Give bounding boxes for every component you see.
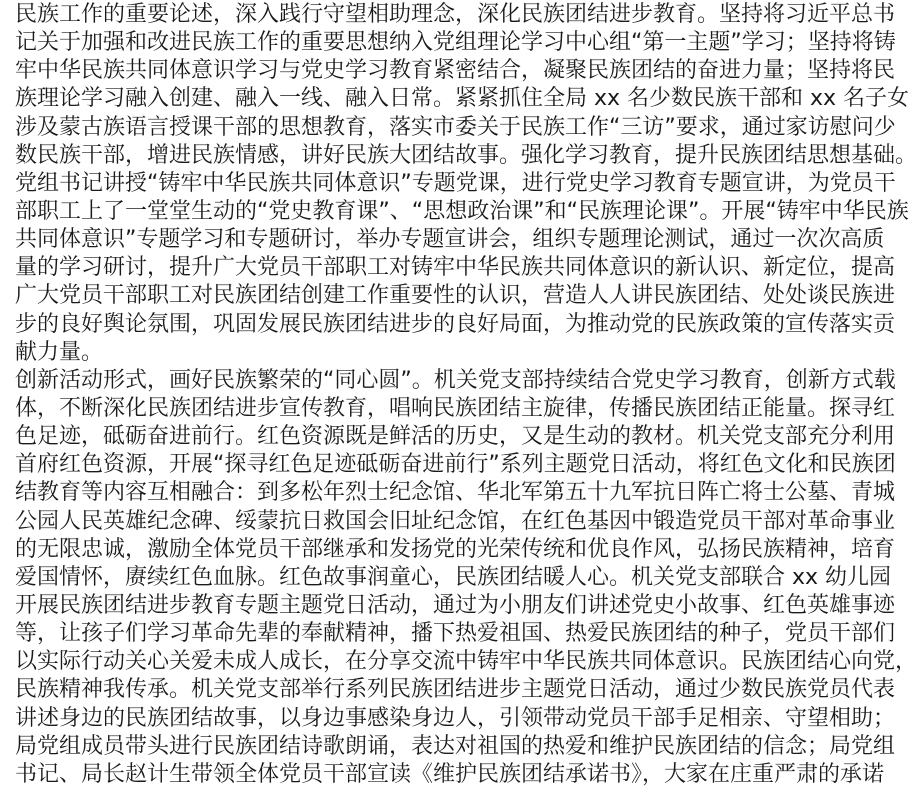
- text-line: 书记、局长赵计生带领全体党员干部宣读《维护民族团结承诺书》，大家在庄重严肃的承诺: [15, 761, 885, 787]
- text-line: 以实际行动关心关爱未成人成长，在分享交流中铸牢中华民族共同体意识。民族团结心向党，: [15, 649, 917, 675]
- text-line: 讲述身边的民族团结故事，以身边事感染身边人，引领带动党员干部手足相亲、守望相助；: [15, 705, 896, 731]
- text-line: 党组书记讲授“铸牢中华民族共同体意识”专题党课，进行党史学习教育专题宣讲，为党员干: [15, 170, 896, 196]
- text-line: 的无限忠诚，激励全体党员干部继承和发扬党的光荣传统和优良作风，弘扬民族精神，培育: [15, 536, 896, 562]
- text-line: 局党组成员带头进行民族团结诗歌朗诵，表达对祖国的热爱和维护民族团结的信念；局党组: [15, 733, 896, 759]
- document-body: [15, 1, 917, 789]
- text-line: 民族工作的重要论述，深入践行守望相助理念，深化民族团结进步教育。坚持将习近平总书: [15, 2, 896, 27]
- text-line: 部职工上了一堂堂生动的“党史教育课”、“思想政治课”和“民族理论课”。开展“铸牢中华民族: [15, 198, 909, 224]
- text-line: 首府红色资源，开展“探寻红色足迹砥砺奋进前行”系列主题党日活动，将红色文化和民族团: [15, 452, 896, 478]
- text-line: 公园人民英雄纪念碑、绥蒙抗日救国会旧址纪念馆，在红色基因中锻造党员干部对革命事业: [15, 508, 896, 534]
- text-line: 献力量。: [15, 339, 104, 365]
- text-line: 广大党员干部职工对民族团结创建工作重要性的认识，营造人人讲民族团结、处处谈民族进: [15, 283, 896, 309]
- text-line: 量的学习研讨，提升广大党员干部职工对铸牢中华民族共同体意识的新认识、新定位，提高: [15, 255, 896, 281]
- text-line: 创新活动形式，画好民族繁荣的“同心圆”。机关党支部持续结合党史学习教育，创新方式载: [15, 367, 896, 393]
- text-line: 结教育等内容互相融合：到多松年烈士纪念馆、华北军第五十九军抗日阵亡将士公墓、青城: [15, 480, 896, 506]
- text-line: 民族精神我传承。机关党支部举行系列民族团结进步主题党日活动，通过少数民族党员代表: [15, 677, 896, 703]
- text-line: 爱国情怀，赓续红色血脉。红色故事润童心，民族团结暖人心。机关党支部联合 xx 幼儿园: [15, 564, 892, 590]
- text-line: 等，让孩子们学习革命先辈的奉献精神，播下热爱祖国、热爱民族团结的种子，党员干部们: [15, 621, 896, 647]
- text-line: 牢中华民族共同体意识学习与党史学习教育紧密结合，凝聚民族团结的奋进力量；坚持将民: [15, 58, 896, 84]
- text-line: 涉及蒙古族语言授课干部的思想教育，落实市委关于民族工作“三访”要求，通过家访慰问少: [15, 114, 896, 140]
- text-line: 记关于加强和改进民族工作的重要思想纳入党组理论学习中心组“第一主题”学习；坚持将铸: [15, 30, 896, 56]
- text-line: 色足迹，砥砺奋进前行。红色资源既是鲜活的历史，又是生动的教材。机关党支部充分利用: [15, 424, 896, 450]
- text-line: 族理论学习融入创建、融入一线、融入日常。紧紧抓住全局 xx 名少数民族干部和 xx 名子女: [15, 86, 910, 112]
- text-line: 共同体意识”专题学习和专题研讨，举办专题宣讲会，组织专题理论测试，通过一次次高质: [15, 227, 885, 253]
- text-line: 体，不断深化民族团结进步宣传教育，唱响民族团结主旋律，传播民族团结正能量。探寻红: [15, 395, 896, 421]
- text-line: 步的良好舆论氛围，巩固发展民族团结进步的良好局面，为推动党的民族政策的宣传落实贡: [15, 311, 896, 337]
- text-line: 数民族干部，增进民族情感，讲好民族大团结故事。强化学习教育，提升民族团结思想基础。: [15, 142, 917, 168]
- text-line: 开展民族团结进步教育专题主题党日活动，通过为小朋友们讲述党史小故事、红色英雄事迹: [15, 592, 896, 618]
